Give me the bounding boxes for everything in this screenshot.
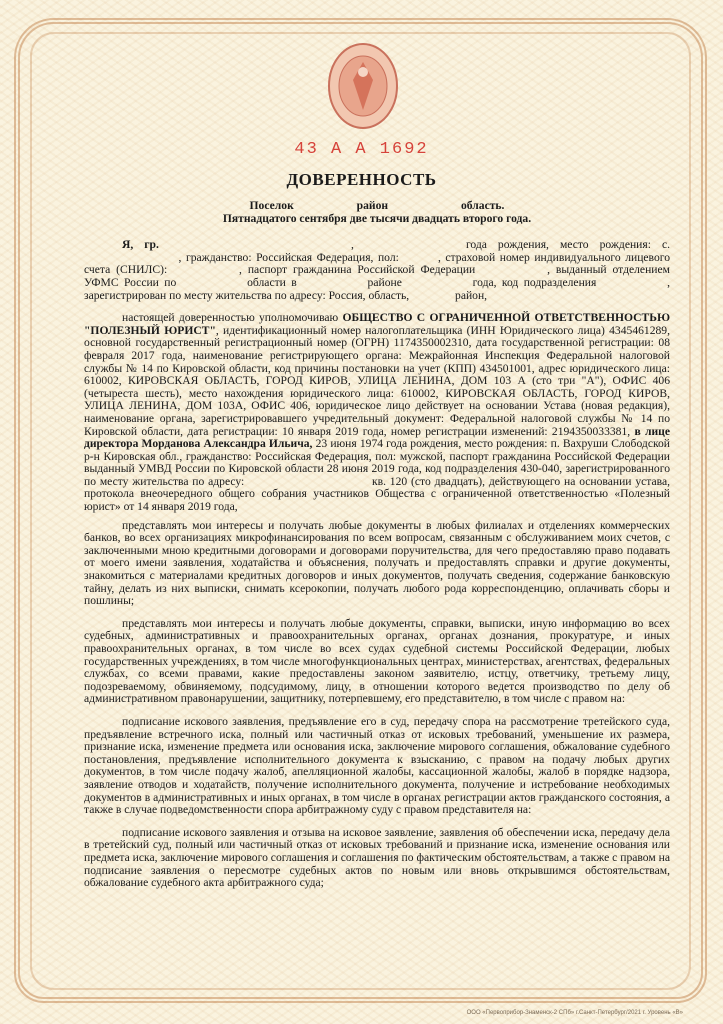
form-series-number: 43 А А 1692 (294, 140, 429, 159)
form-footer: ООО «Первоприбор-Знаменск-2 СПб» г.Санкт-Петербург/2021 г. Уровень «В» (466, 1010, 683, 1016)
principal-intro: Я, гр. (122, 238, 159, 252)
power-paragraph-arbitration: подписание искового заявления и отзыва на исковое заявление, заявления об обеспечении иска, передачу дела в третейский суд, полный или частичный отказ от исковых требований и признание иска, изменение основания или предмета иска, заключение мирового соглашения и соглашения по фактическим обстоятельствам, а также с правом на подписание заявления о пересмотре судебных актов по новым или вновь открывшимся обстоятельствам, обжалование судебного акта арбитражного суда; (84, 825, 670, 890)
coat-of-arms-seal (325, 40, 401, 132)
place-region: область. (460, 199, 505, 212)
attorney-director: в лице директора Морданова Александра Ильича, (84, 424, 670, 451)
document-body (84, 200, 670, 900)
date-line: Пятнадцатого сентября две тысячи двадцать второго года. (222, 211, 532, 225)
attorney-org-name: ОБЩЕСТВО С ОГРАНИЧЕННОЙ ОТВЕТСТВЕННОСТЬЮ "ПОЛЕЗНЫЙ ЮРИСТ" (84, 311, 670, 337)
place-settlement: Поселок (249, 199, 294, 212)
power-paragraph-banks: представлять мои интересы и получать любые документы в любых филиалах и отделениях коммерческих банков, во всех организациях микрофинансирования по всем вопросам, связанным с обслуживанием моих счетов, с заключенными мною кредитными договорами и договорами поручительства, для чего предоставляю право подавать от моего имени заявления, ходатайства и объяснения, получать и предоставлять справки и другие документы, знакомиться с материалами кредитных договоров и иных документов, получать сведения, содержание банковскую тайну, делать из них выписки, снимать ксерокопии, получать любого рода корреспонденцию, оплачивать сборы и пошлины; (84, 518, 670, 608)
principal-paragraph: Я, гр. , года рождения, место рождения: с. , гражданство: Российская Федерация, пол: , страховой номер индивидуального лицевого счета (СНИЛС): , паспорт гражданина Российской Федерации , выданный отделением УФМС России по области в районе года, код подразделения , зарегистрирован по месту жительства по адресу: Россия, область, район, (84, 238, 671, 302)
document-title: ДОВЕРЕННОСТЬ (286, 170, 437, 189)
place-line (84, 200, 670, 213)
power-paragraph-courts: представлять мои интересы и получать любые документы, справки, выписки, иную информацию во всех судебных, административных и правоохранительных органах, органах дознания, прокуратуре, и иных правоохранительных органах, в том числе во всех судах судебной системы Российской Федерации, любых государственных учреждениях, в том числе многофункциональных центрах, министерствах, агентствах, федеральных службах, со всеми правами, какие предоставлены законом заявителю, истцу, ответчику, третьему лицу, подозреваемому, обвиняемому, подсудимому, лицу, в отношении которого ведется производство по делу об административном правонарушении, защитнику, потерпевшему, его представителю, в том числе с правом на: (84, 616, 670, 706)
power-paragraph-claims: подписание искового заявления, предъявление его в суд, передачу спора на рассмотрение третейского суда, предъявление встречного иска, полный или частичный отказ от исковых требований, уменьшение их размера, признание иска, изменение предмета или основания иска, заключение мирового соглашения, обжалование судебного постановления, предъявление исполнительного документа к взысканию, с правом на подачу любых других документов, в том числе подачу жалоб, апелляционной жалобы, кассационной жалобы, жалоб в порядке надзора, заявление отводов и ходатайств, получение исполнительного документа, получение и истребование необходимых документов в административных и иных органах, в том числе в органах регистрации актов гражданского состояния, а также в случае подведомственности спора арбитражному суду с правом представителя на: (84, 714, 670, 817)
attorney-paragraph: настоящей доверенностью уполномочиваю ОБЩЕСТВО С ОГРАНИЧЕННОЙ ОТВЕТСТВЕННОСТЬЮ "ПОЛЕЗНЫЙ ЮРИСТ", идентификационный номер налогоплательщика (ИНН Юридического лица) 4345461289, основной государственный регистрационный номер (ОГРН) 1174350002310, дата государственной регистрации: 08 февраля 2017 года, наименование регистрирующего органа: Межрайонная Инспекция Федеральной налоговой службы № 14 по Кировской области, код причины постановки на учет (КПП) 434501001, адрес юридического лица: 610002, КИРОВСКАЯ ОБЛАСТЬ, ГОРОД КИРОВ, УЛИЦА ЛЕНИНА, ДОМ 103 А (сто три "А"), ОФИС 406 (четыреста шесть), место нахождения юридического лица: 610002, КИРОВСКАЯ ОБЛАСТЬ, ГОРОД КИРОВ, УЛИЦА ЛЕНИНА, ДОМ 103А, ОФИС 406, юридическое лицо действует на основании Устава (новая редакция), наименование органа, зарегистрировавшего учредительный документ: Федеральной налоговой службы № 14 по Кировской области, дата регистрации: 10 января 2019 года, номер регистрации изменений: 2194350033381, в лице директора Морданова Александра Ильича, 23 июня 1974 года рождения, место рождения: п. Вахруши Слободской р-н Кировская обл., гражданство: Российская Федерация, пол: мужской, паспорт гражданина Российской Федерации выданный УМВД России по Кировской области 28 июня 2019 года, код подразделения 430-040, зарегистрированного по месту жительства по адресу: кв. 120 (сто двадцать), действующего на основании устава, протокола внеочередного общего собрания участников Общества с ограниченной ответственностью «Полезный юрист» от 14 января 2019 года, (84, 311, 671, 514)
place-district: район (356, 199, 389, 212)
